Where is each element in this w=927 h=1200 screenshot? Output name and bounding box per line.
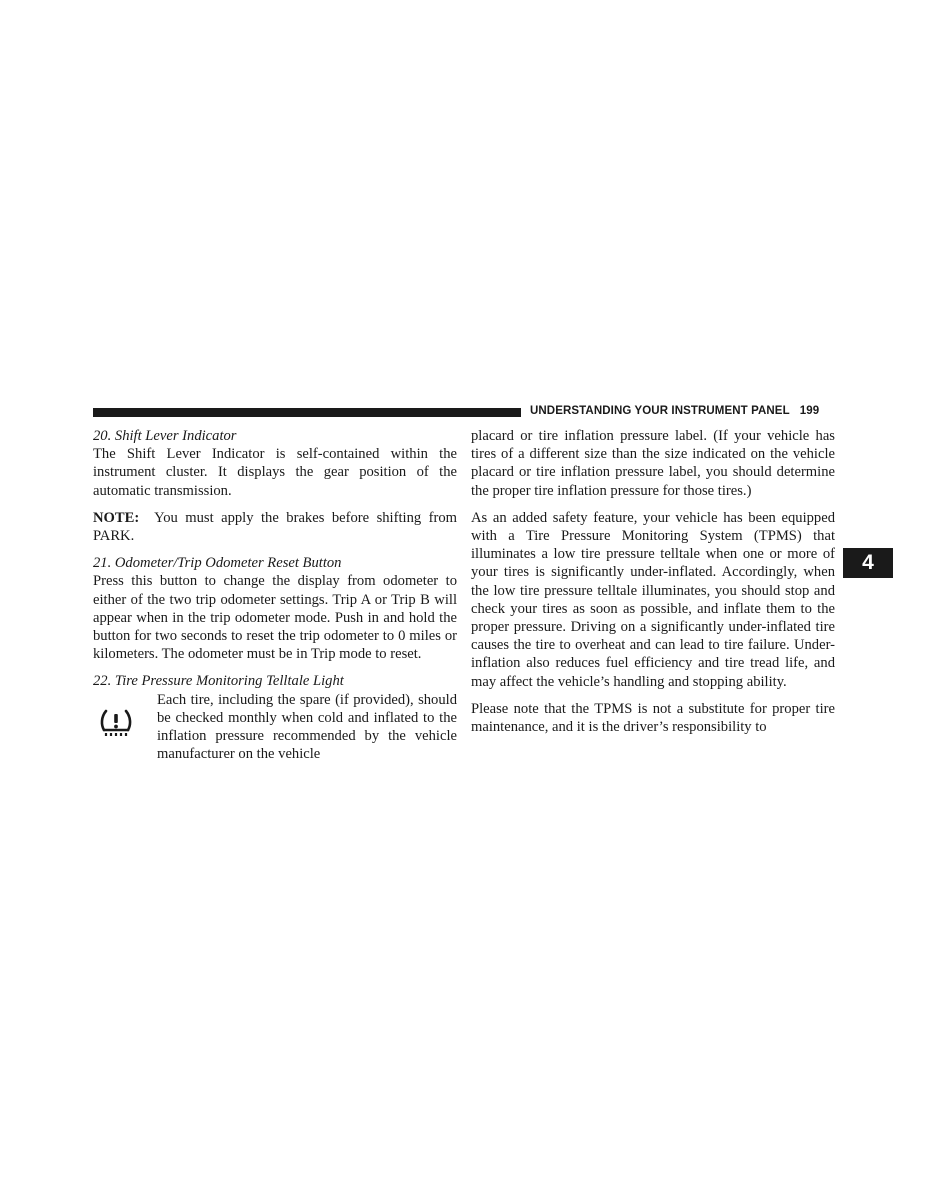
section-22-heading: 22. Tire Pressure Monitoring Telltale Light bbox=[93, 673, 344, 690]
section-21-heading: 21. Odometer/Trip Odometer Reset Button bbox=[93, 555, 342, 572]
section-21-body: Press this button to change the display from odometer to either of the two trip odometer settings. Trip A or Trip B will appear when in the trip odometer mode. Push in and hold the button for two seconds to reset the trip odometer to 0 miles or kilometers. The odometer must be in Trip mode to reset. bbox=[93, 573, 457, 663]
right-column bbox=[471, 427, 835, 736]
section-22-block bbox=[93, 691, 457, 764]
section-title: UNDERSTANDING YOUR INSTRUMENT PANEL bbox=[530, 405, 790, 417]
right-paragraph-2: As an added safety feature, your vehicle has been equipped with a Tire Pressure Monitoring System (TPMS) that illuminates a low tire pressure telltale when one or more of your tires is significantly under-inflated. Accordingly, when the low tire pressure telltale illuminates, you should stop and check your tires as soon as possible, and inflate them to the proper pressure. Driving on a significantly under-inflated tire causes the tire to overheat and can lead to tire failure. Under-inflation also reduces fuel efficiency and tire tread life, and may affect the vehicle’s handling and stopping ability. bbox=[471, 509, 835, 690]
running-header bbox=[530, 405, 819, 417]
header-rule bbox=[93, 408, 521, 417]
section-20-heading: 20. Shift Lever Indicator bbox=[93, 428, 237, 444]
tire-pressure-warning-icon bbox=[93, 691, 157, 751]
note-label: NOTE: bbox=[93, 509, 140, 526]
left-column bbox=[93, 427, 457, 763]
note-paragraph bbox=[93, 509, 457, 545]
section-22-body: Each tire, including the spare (if provided), should be checked monthly when cold and inflated to the inflation pressure recommended by the vehicle manufacturer on the vehicle bbox=[157, 691, 457, 763]
chapter-tab: 4 bbox=[843, 548, 893, 578]
note-text: You must apply the brakes before shifting from PARK. bbox=[93, 509, 457, 545]
right-paragraph-3: Please note that the TPMS is not a substitute for proper tire maintenance, and it is the driver’s responsibility to bbox=[471, 700, 835, 736]
page-number: 199 bbox=[799, 405, 820, 417]
right-paragraph-1: placard or tire inflation pressure label. (If your vehicle has tires of a different size than the size indicated on the vehicle placard or tire inflation pressure label, you should determine the proper tire inflation pressure for those tires.) bbox=[471, 428, 835, 499]
section-20-body: The Shift Lever Indicator is self-contained within the instrument cluster. It displays the gear position of the automatic transmission. bbox=[93, 446, 457, 499]
